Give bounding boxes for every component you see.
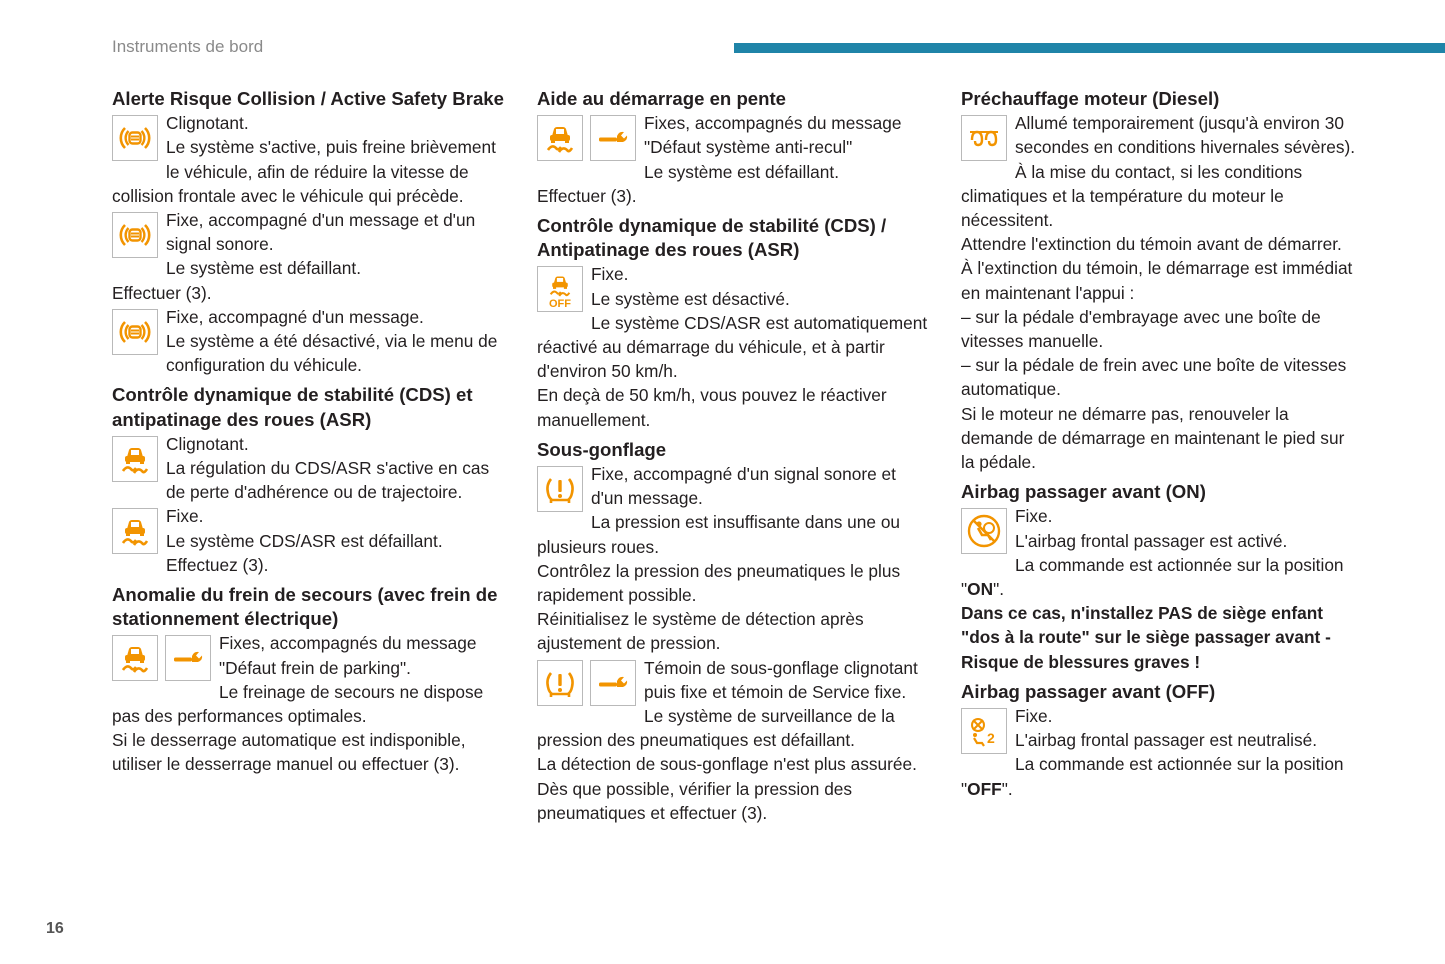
section-airbag-on [961, 480, 1361, 674]
skid-car-icon [537, 115, 583, 161]
skid-car-icon [112, 635, 158, 681]
indicator-block [537, 462, 932, 656]
indicator-block [112, 432, 512, 505]
indicator-description: Le système CDS/ASR est défaillant. [166, 530, 443, 551]
indicator-block [112, 504, 512, 577]
section-engine-preheating [961, 87, 1361, 474]
indicator-state: Allumé temporairement (jusqu'à environ 30 secondes en conditions hivernales sévères). [1015, 113, 1356, 158]
section-title: Aide au démarrage en pente [537, 88, 787, 109]
column-left [112, 87, 512, 783]
list-item: – sur la pédale d'embrayage avec une boîte de vitesses manuelle. [961, 306, 1321, 352]
indicator-detail: Attendre l'extinction du témoin avant de démarrer. [961, 234, 1342, 255]
indicator-detail [961, 752, 1361, 800]
indicator-block [537, 111, 932, 208]
indicator-block [112, 305, 512, 378]
section-collision-alert [112, 87, 512, 377]
tire-pressure-icon [537, 660, 583, 706]
indicator-block [537, 262, 932, 431]
indicator-detail: En deçà de 50 km/h, vous pouvez le réactiver manuellement. [537, 385, 887, 430]
indicator-description: Le système est désactivé. [591, 288, 790, 309]
airbag-on-icon [961, 508, 1007, 554]
skid-car-icon [112, 436, 158, 482]
position-value: OFF [967, 778, 1002, 799]
section-title: Contrôle dynamique de stabilité (CDS) / Antipatinage des roues (ASR) [537, 215, 887, 261]
section-under-inflation [537, 438, 932, 825]
section-hill-start-assist [537, 87, 932, 208]
indicator-state: Fixes, accompagnés du message "Défaut frein de parking". [219, 633, 477, 678]
indicator-block [112, 631, 512, 776]
indicator-state: Fixe, accompagné d'un message. [166, 306, 424, 327]
indicator-block [537, 656, 932, 825]
indicator-detail: Si le moteur ne démarre pas, renouveler la demande de démarrage en maintenant le pied sur la pédale. [961, 403, 1345, 473]
detail-text: ". [993, 579, 1004, 600]
indicator-detail: La détection de sous-gonflage n'est plus assurée. [537, 754, 917, 775]
indicator-state: Fixe, accompagné d'un message et d'un signal sonore. [166, 210, 476, 255]
indicator-description: Le système a été désactivé, via le menu de configuration du véhicule. [166, 331, 498, 376]
section-title: Contrôle dynamique de stabilité (CDS) et antipatinage des roues (ASR) [112, 384, 473, 430]
indicator-description: La pression est insuffisante dans une ou plusieurs roues. [537, 512, 901, 557]
indicator-detail: Réinitialisez le système de détection après ajustement de pression. [537, 609, 864, 654]
indicator-block [112, 208, 512, 305]
airbag-off-icon [961, 708, 1007, 754]
indicator-description: La régulation du CDS/ASR s'active en cas de perte d'adhérence ou de trajectoire. [166, 458, 490, 503]
indicator-state: Fixe. [1015, 506, 1053, 527]
section-stability-control-off [537, 214, 932, 432]
indicator-description: L'airbag frontal passager est activé. [1015, 530, 1288, 551]
section-title: Anomalie du frein de secours (avec frein de stationnement électrique) [112, 584, 498, 630]
indicator-detail: Contrôlez la pression des pneumatiques le plus rapidement possible. [537, 560, 901, 606]
collision-alert-icon [112, 309, 158, 355]
collision-alert-icon [112, 212, 158, 258]
safety-warning: Dans ce cas, n'installez PAS de siège enfant "dos à la route" sur le siège passager avant - Risque de blessures graves ! [961, 603, 1331, 672]
indicator-state: Témoin de sous-gonflage clignotant puis fixe et témoin de Service fixe. [644, 657, 918, 702]
collision-alert-icon [112, 115, 158, 161]
list-item: – sur la pédale de frein avec une boîte de vitesses automatique. [961, 355, 1347, 400]
section-emergency-brake [112, 583, 512, 777]
indicator-description: Le freinage de secours ne dispose pas des performances optimales. [112, 681, 484, 727]
indicator-action: Effectuez (3). [166, 554, 269, 575]
section-title: Airbag passager avant (OFF) [961, 680, 1216, 702]
wrench-icon [590, 115, 636, 161]
section-airbag-off [961, 680, 1361, 801]
detail-text: La commande est actionnée sur la position " [961, 754, 1344, 799]
wrench-icon [590, 660, 636, 706]
running-header: Instruments de bord [112, 37, 264, 56]
indicator-state: Clignotant. [166, 113, 249, 134]
indicator-description: Le système est défaillant. [644, 161, 839, 182]
indicator-description: À la mise du contact, si les conditions climatiques et la température du moteur le nécessitent. [961, 161, 1303, 231]
column-right [961, 87, 1361, 807]
indicator-block [961, 704, 1361, 801]
tire-pressure-icon [537, 466, 583, 512]
indicator-state: Fixe. [166, 506, 204, 527]
indicator-action: Effectuer (3). [112, 282, 212, 303]
position-value: ON [967, 579, 994, 600]
indicator-description: Le système s'active, puis freine brièvement le véhicule, afin de réduire la vitesse de collision frontale avec le véhicule qui précède. [112, 137, 496, 206]
detail-text: La commande est actionnée sur la position " [961, 554, 1344, 600]
off-label: OFF [549, 297, 571, 310]
indicator-detail: Le système CDS/ASR est automatiquement réactivé au démarrage du véhicule, et à partir d'environ 50 km/h. [537, 312, 928, 382]
skid-car-off-icon [537, 266, 583, 312]
indicator-detail: À l'extinction du témoin, le démarrage est immédiat en maintenant l'appui : [961, 258, 1353, 303]
page-number: 16 [46, 920, 64, 937]
wrench-icon [165, 635, 211, 681]
section-stability-control [112, 383, 512, 577]
detail-text: ". [1001, 778, 1013, 799]
section-title: Sous-gonflage [537, 438, 667, 460]
indicator-description: Le système est défaillant. [166, 258, 361, 279]
indicator-state: Fixe. [591, 264, 629, 285]
indicator-block [112, 111, 512, 208]
header-accent-bar [734, 43, 1445, 53]
indicator-state: Fixe, accompagné d'un signal sonore et d'un message. [591, 464, 896, 509]
indicator-action: Dès que possible, vérifier la pression des pneumatiques et effectuer (3). [537, 778, 853, 823]
indicator-action: Si le desserrage automatique est indisponible, utiliser le desserrage manuel ou effectuer (3). [112, 730, 466, 775]
skid-car-icon [112, 508, 158, 554]
indicator-state: Fixes, accompagnés du message "Défaut système anti-recul" [644, 113, 902, 158]
indicator-state: Fixe. [1015, 706, 1053, 727]
section-title: Alerte Risque Collision / Active Safety Brake [112, 88, 504, 109]
glow-plug-icon [961, 115, 1007, 161]
indicator-description: L'airbag frontal passager est neutralisé. [1015, 730, 1318, 751]
indicator-block [961, 504, 1361, 673]
indicator-state: Clignotant. [166, 433, 249, 454]
section-title: Airbag passager avant (ON) [961, 481, 1206, 503]
indicator-description: Le système de surveillance de la pression des pneumatiques est défaillant. [537, 706, 895, 751]
indicator-block [961, 111, 1361, 474]
column-middle [537, 87, 932, 831]
indicator-detail [961, 553, 1361, 601]
section-title: Préchauffage moteur (Diesel) [961, 88, 1220, 109]
indicator-action: Effectuer (3). [537, 185, 637, 206]
